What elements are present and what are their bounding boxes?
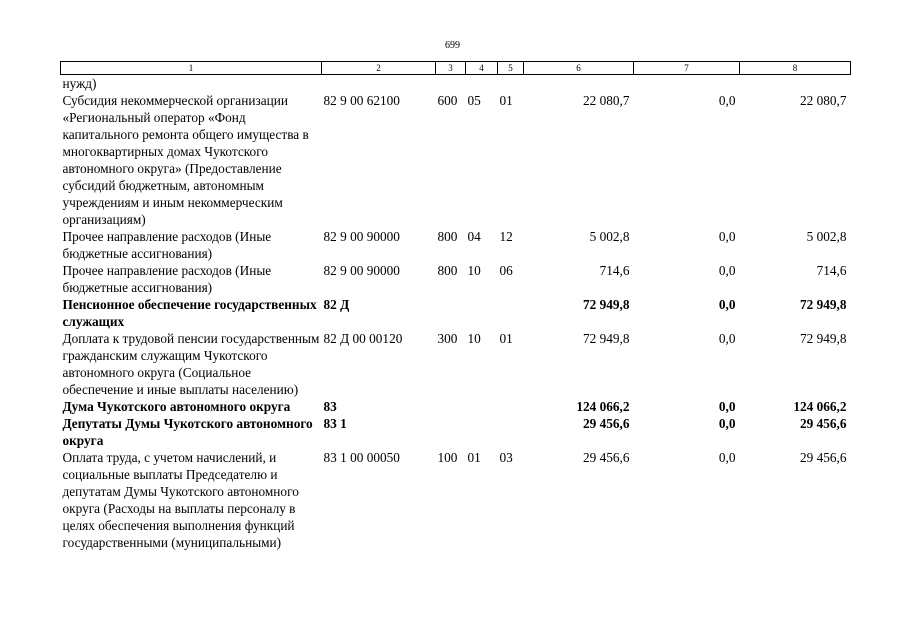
row-total <box>740 75 851 93</box>
table-row <box>61 415 851 449</box>
row-section <box>466 75 498 93</box>
row-description: Дума Чукотского автономного округа <box>62 399 291 414</box>
row-change: 0,0 <box>718 263 736 278</box>
table-row <box>61 262 851 296</box>
row-subsection <box>498 75 524 93</box>
row-change: 0,0 <box>718 450 736 465</box>
row-total: 124 066,2 <box>793 399 847 414</box>
column-header: 1 <box>61 62 322 75</box>
row-total: 22 080,7 <box>799 93 847 108</box>
row-expense-type <box>436 296 466 330</box>
row-expense-type: 600 <box>437 93 458 108</box>
row-change: 0,0 <box>718 416 736 431</box>
row-code: 82 9 00 90000 <box>323 263 400 278</box>
table-row <box>61 92 851 228</box>
row-expense-type <box>436 75 466 93</box>
row-expense-type: 800 <box>437 263 458 278</box>
row-subsection: 12 <box>499 229 513 244</box>
row-subsection: 01 <box>499 331 513 346</box>
row-change: 0,0 <box>718 229 736 244</box>
row-section: 04 <box>467 229 481 244</box>
row-section <box>466 415 498 449</box>
row-description: Пенсионное обеспечение государственных служащих <box>62 297 317 329</box>
row-section: 10 <box>467 331 481 346</box>
column-header: 8 <box>740 62 851 75</box>
row-description: нужд) <box>62 76 97 91</box>
row-code <box>322 75 436 93</box>
table-row <box>61 228 851 262</box>
row-change <box>634 75 740 93</box>
column-header: 3 <box>436 62 466 75</box>
table-row <box>61 296 851 330</box>
row-description: Депутаты Думы Чукотского автономного округа <box>62 416 313 448</box>
table-row <box>61 398 851 415</box>
row-amount: 72 949,8 <box>582 331 630 346</box>
column-header: 2 <box>322 62 436 75</box>
row-section: 05 <box>467 93 481 108</box>
column-header: 4 <box>466 62 498 75</box>
column-header: 6 <box>524 62 634 75</box>
row-expense-type <box>436 415 466 449</box>
row-description: Субсидия некоммерческой организации «Региональный оператор «Фонд капитального ремонта общего имущества в многоквартирных домах Чукотского автономного округа» (Предоставление субсидий бюджетным, автономным учреждениям и иным некоммерческим организациям) <box>62 93 309 227</box>
row-subsection: 03 <box>499 450 513 465</box>
table-row <box>61 330 851 398</box>
row-expense-type: 800 <box>437 229 458 244</box>
table-row <box>61 449 851 551</box>
row-subsection: 01 <box>499 93 513 108</box>
row-section <box>466 296 498 330</box>
row-subsection: 06 <box>499 263 513 278</box>
column-number-row <box>61 62 851 75</box>
row-amount: 29 456,6 <box>582 450 630 465</box>
row-amount: 124 066,2 <box>576 399 630 414</box>
row-subsection <box>498 296 524 330</box>
row-amount: 72 949,8 <box>582 297 630 312</box>
row-description: Прочее направление расходов (Иные бюджетные ассигнования) <box>62 263 272 295</box>
row-code: 82 Д 00 00120 <box>323 331 403 346</box>
row-expense-type <box>436 398 466 415</box>
row-total: 29 456,6 <box>799 416 847 431</box>
column-header: 5 <box>498 62 524 75</box>
row-subsection <box>498 415 524 449</box>
row-amount <box>524 75 634 93</box>
row-code: 83 <box>323 399 337 414</box>
row-expense-type: 300 <box>437 331 458 346</box>
row-total: 5 002,8 <box>806 229 847 244</box>
row-section: 10 <box>467 263 481 278</box>
table-row <box>61 75 851 93</box>
row-change: 0,0 <box>718 331 736 346</box>
row-code: 82 9 00 62100 <box>323 93 400 108</box>
budget-table <box>60 61 851 551</box>
row-description: Оплата труда, с учетом начислений, и социальные выплаты Председателю и депутатам Думы Чукотского автономного округа (Расходы на выплаты персоналу в целях обеспечения выполнения функций государственными (муниципальными) <box>62 450 299 550</box>
row-total: 72 949,8 <box>799 331 847 346</box>
row-section <box>466 398 498 415</box>
row-change: 0,0 <box>718 399 736 414</box>
row-amount: 22 080,7 <box>582 93 630 108</box>
row-description: Доплата к трудовой пенсии государственным гражданским служащим Чукотского автономного округа (Социальное обеспечение и иные выплаты населению) <box>62 331 320 397</box>
row-total: 72 949,8 <box>799 297 847 312</box>
row-expense-type: 100 <box>437 450 458 465</box>
row-total: 29 456,6 <box>799 450 847 465</box>
page-number: 699 <box>445 40 460 51</box>
row-code: 82 9 00 90000 <box>323 229 400 244</box>
column-header: 7 <box>634 62 740 75</box>
row-amount: 5 002,8 <box>589 229 630 244</box>
row-description: Прочее направление расходов (Иные бюджетные ассигнования) <box>62 229 272 261</box>
row-total: 714,6 <box>816 263 847 278</box>
row-code: 83 1 00 00050 <box>323 450 400 465</box>
row-code: 83 1 <box>323 416 347 431</box>
row-amount: 714,6 <box>599 263 630 278</box>
row-subsection <box>498 398 524 415</box>
row-section: 01 <box>467 450 481 465</box>
row-amount: 29 456,6 <box>582 416 630 431</box>
row-code: 82 Д <box>323 297 350 312</box>
row-change: 0,0 <box>718 93 736 108</box>
row-change: 0,0 <box>718 297 736 312</box>
